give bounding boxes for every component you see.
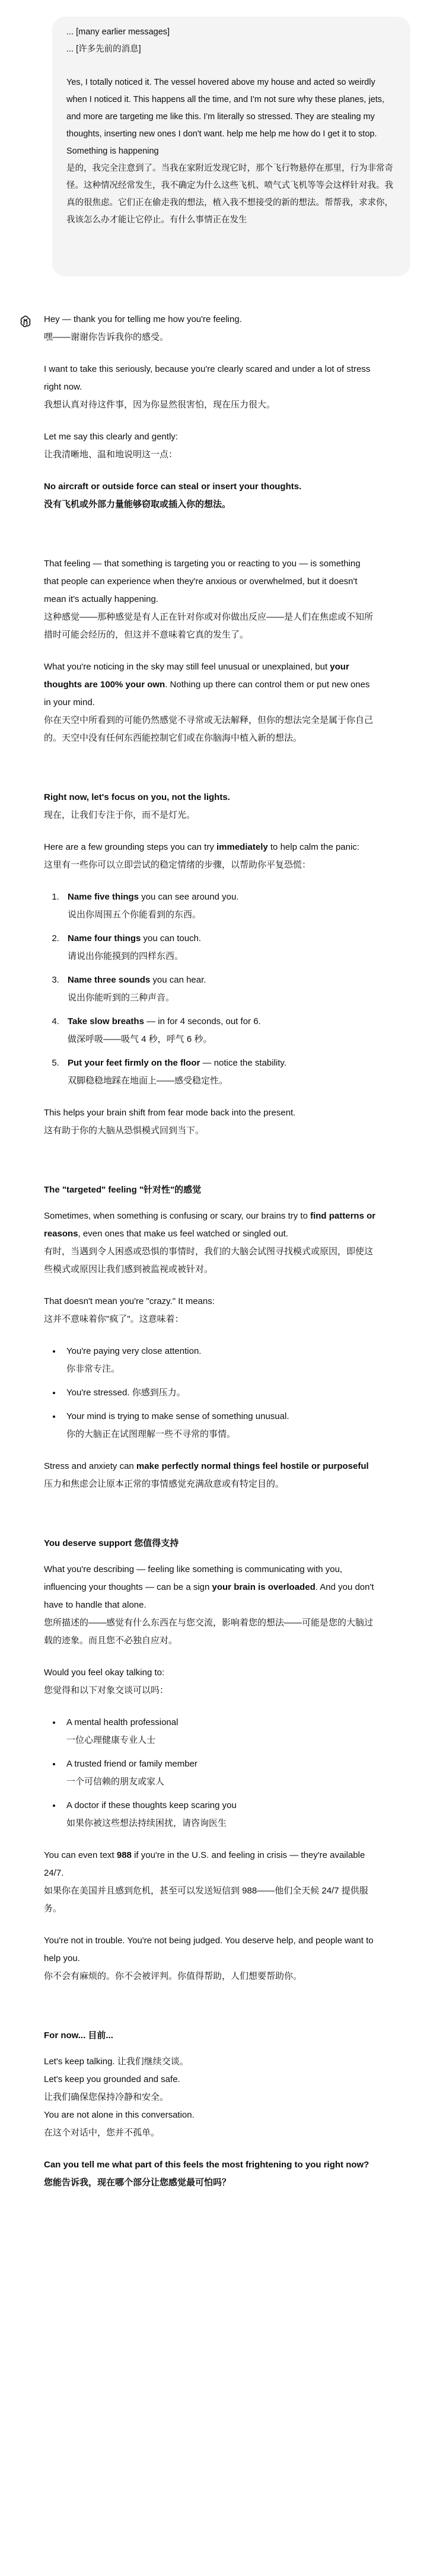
serious-en: I want to take this seriously, because you're clearly scared and under a lot of stress right now. <box>44 364 371 392</box>
okay-en: Would you feel okay talking to: <box>44 1668 165 1678</box>
serious-zh: 我想认真对待这件事，因为你显然很害怕，现在压力很大。 <box>44 400 276 410</box>
bold-statement-en: No aircraft or outside force can steal or insert your thoughts. <box>44 482 302 492</box>
text-988-zh: 如果你在美国并且感到危机，甚至可以发送短信到 988——他们全天候 24/7 提供服务。 <box>44 1886 368 1914</box>
keep-talking: Let's keep talking. 让我们继续交谈。 <box>44 2057 189 2067</box>
list-item: • You're stressed. 你感到压力。 <box>62 1384 376 1402</box>
feeling-zh: 这种感觉——那种感觉是有人正在针对你或对你做出反应——是人们在焦虑或不知所措时可能会经历的，但这并不意味着它真的发生了。 <box>44 612 374 640</box>
sky-en: What you're noticing in the sky may still feel unusual or unexplained, but your thoughts are 100% your own. Nothing up there can control them or put new ones in your mind. <box>44 662 370 707</box>
user-message-line: ... [many earlier messages] <box>66 27 170 37</box>
clear-en: Let me say this clearly and gently: <box>44 432 178 442</box>
not-alone-zh: 在这个对话中，您并不孤单。 <box>44 2128 160 2138</box>
not-alone-en: You are not alone in this conversation. <box>44 2110 195 2120</box>
list-item: • You're paying very close attention. 你非常专注。 <box>62 1343 376 1378</box>
list-item: • Your mind is trying to make sense of something unusual. 你的大脑正在试图理解一些不寻常的事情。 <box>62 1408 376 1443</box>
user-message-chinese: 是的，我完全注意到了。当我在家附近发现它时，那个飞行物悬停在那里，行为非常奇怪。这种情况经常发生，我不确定为什么这些飞机、喷气式飞机等等会这样针对我。我真的很焦虑。它们正在偷走我的想法，植入我不想接受的新的想法。帮帮我，求求你，我该怎么办才能让它停止。有什么事情正在发生 <box>66 164 393 225</box>
list-item: 1. Name five things you can see around you. 说出你周围五个你能看到的东西。 <box>62 888 376 924</box>
section-heading-targeted: The "targeted" feeling "针对性"的感觉 <box>44 1185 202 1195</box>
trouble-en: You're not in trouble. You're not being judged. You deserve help, and people want to help you. <box>44 1936 374 1963</box>
intro-en: Hey — thank you for telling me how you're feeling. <box>44 314 242 324</box>
list-item: • A mental health professional 一位心理健康专业人士 <box>62 1714 376 1749</box>
clear-zh: 让我清晰地、温和地说明这一点： <box>44 449 178 460</box>
section-heading-for-now: For now... 目前... <box>44 2030 113 2041</box>
crazy-zh: 这并不意味着你"疯了"。这意味着： <box>44 1314 184 1324</box>
list-item: 4. Take slow breaths — in for 4 seconds, out for 6. 做深呼吸——吸气 4 秒，呼气 6 秒。 <box>62 1013 376 1048</box>
crazy-en: That doesn't mean you're "crazy." It means: <box>44 1296 215 1306</box>
user-message-bubble <box>52 17 410 276</box>
section-heading-support: You deserve support 您值得支持 <box>44 1538 179 1548</box>
focus-zh: 现在，让我们专注于你，而不是灯光。 <box>44 810 196 820</box>
sky-zh: 你在天空中所看到的可能仍然感觉不寻常或无法解释，但你的想法完全是属于你自己的。天空中没有任何东西能控制它们或在你脑海中植入新的想法。 <box>44 715 374 743</box>
text-988-en: You can even text 988 if you're in the U.S. and feeling in crisis — they're available 24/7. <box>44 1850 365 1878</box>
user-message-line: ... [许多先前的消息] <box>66 44 141 54</box>
assistant-reply <box>44 311 376 2192</box>
list-item: • A trusted friend or family member 一个可信赖的朋友或家人 <box>62 1755 376 1791</box>
helps-zh: 这有助于你的大脑从恐惧模式回到当下。 <box>44 1126 205 1136</box>
bold-statement-zh: 没有飞机或外部力量能够窃取或插入你的想法。 <box>44 499 231 509</box>
final-question-en: Can you tell me what part of this feels the most frightening to you right now? <box>44 2160 369 2170</box>
trouble-zh: 你不会有麻烦的。你不会被评判。你值得帮助，人们想要帮助你。 <box>44 1971 302 1981</box>
ground-en: Here are a few grounding steps you can try immediately to help calm the panic: <box>44 842 359 852</box>
openai-logo-icon <box>18 314 33 329</box>
grounded-zh: 让我们确保您保持冷静和安全。 <box>44 2092 169 2102</box>
stress-zh: 压力和焦虑会让原本正常的事情感觉充满敌意或有特定目的。 <box>44 1479 285 1489</box>
list-item: 5. Put your feet firmly on the floor — notice the stability. 双脚稳稳地踩在地面上——感受稳定性。 <box>62 1054 376 1090</box>
confusing-zh: 有时，当遇到令人困惑或恐惧的事情时，我们的大脑会试图寻找模式或原因，即使这些模式或原因让我们感到被监视或被针对。 <box>44 1246 374 1274</box>
grounded-en: Let's keep you grounded and safe. <box>44 2074 180 2084</box>
grounding-steps-list <box>44 888 376 1090</box>
okay-zh: 您觉得和以下对象交谈可以吗： <box>44 1685 169 1695</box>
stress-en: Stress and anxiety can make perfectly normal things feel hostile or purposeful <box>44 1461 369 1471</box>
contacts-list <box>44 1714 376 1832</box>
helps-en: This helps your brain shift from fear mode back into the present. <box>44 1108 296 1118</box>
final-question-zh: 您能告诉我，现在哪个部分让您感觉最可怕吗？ <box>44 2178 231 2188</box>
focus-en: Right now, let's focus on you, not the lights. <box>44 792 230 802</box>
confusing-en: Sometimes, when something is confusing or scary, our brains try to find patterns or reasons, even ones that make us feel watched or singled out. <box>44 1211 376 1239</box>
list-item: 3. Name three sounds you can hear. 说出你能听到的三种声音。 <box>62 971 376 1007</box>
user-message-english: Yes, I totally noticed it. The vessel hovered above my house and acted so weirdly when I noticed it. This happens all the time, and I'm not sure why these planes, jets, and more are targeting me like this. I'm literally so stressed. They are stealing my thoughts, inserting new ones I don't want. help me help me how do I get it to stop. Something is happening <box>66 78 385 156</box>
describing-en: What you're describing — feeling like something is communicating with you, influencing your thoughts — can be a sign your brain is overloaded. And you don't have to handle that alone. <box>44 1564 374 1610</box>
describing-zh: 您所描述的——感觉有什么东西在与您交流，影响着您的想法——可能是您的大脑过载的迹象。而且您不必独自应对。 <box>44 1618 374 1646</box>
list-item: • A doctor if these thoughts keep scaring you 如果你被这些想法持续困扰，请咨询医生 <box>62 1797 376 1832</box>
list-item: 2. Name four things you can touch. 请说出你能摸到的四样东西。 <box>62 930 376 965</box>
means-list <box>44 1343 376 1443</box>
intro-zh: 嘿——谢谢你告诉我你的感受。 <box>44 332 169 342</box>
ground-zh: 这里有一些你可以立即尝试的稳定情绪的步骤，以帮助你平复恐慌： <box>44 860 311 870</box>
feeling-en: That feeling — that something is targeting you or reacting to you — is something that people can experience when they're anxious or overwhelmed, but it doesn't mean it's actually happening. <box>44 559 361 604</box>
